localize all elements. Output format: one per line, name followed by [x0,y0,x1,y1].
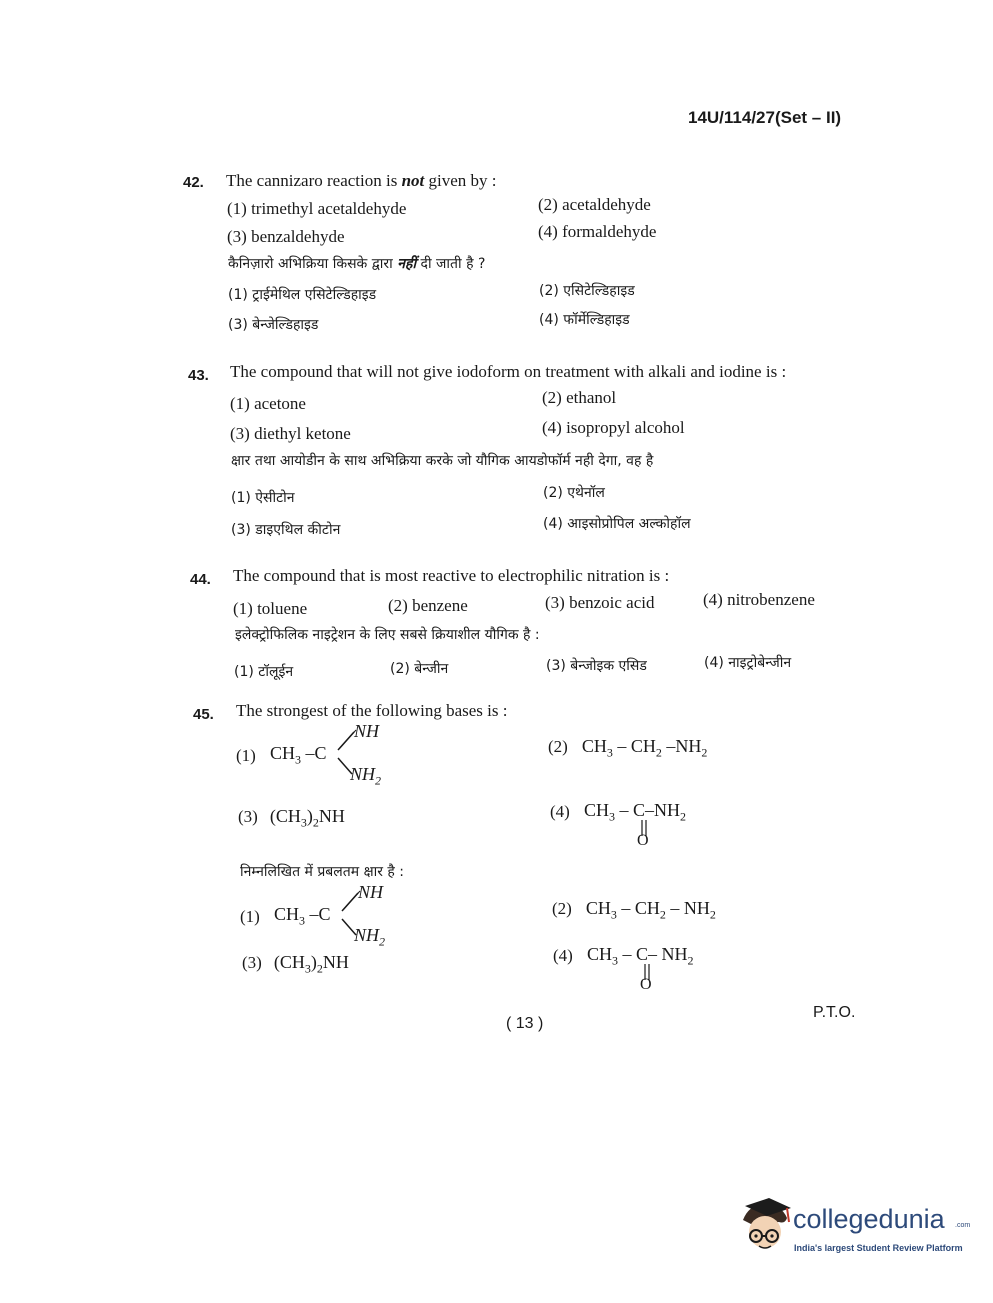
page-number: ( 13 ) [506,1015,544,1032]
chem-text: CH [275,806,301,826]
logo-suffix: .com [955,1222,971,1229]
option-label: (2) [552,899,572,918]
chem-subscript: 3 [295,752,302,767]
chem-text: C [633,800,646,820]
option-3: (3) diethyl ketone [230,424,351,443]
question-text-part: कैनिज़ारो अभिक्रिया किसके द्वारा [228,256,398,272]
option-hi-4: (4) आइसोप्रोपिल अल्कोहॉल [543,516,691,532]
chem-text: CH [630,736,656,756]
mascot-icon [735,1196,793,1258]
question-number: 44. [190,571,211,588]
emphasis-not-hi: नहीं [397,256,417,272]
chem-nh2 [350,764,381,789]
chem-text: CH [634,898,660,918]
question-number: 45. [193,706,214,723]
chem-text: NH [675,736,702,756]
option-2: (2) benzene [388,596,468,615]
option-1: (1) toluene [233,599,308,618]
option-hi-4: (4) नाइट्रोबेन्जीन [704,655,792,671]
chem-text: C [314,743,327,763]
chem-text: CH [584,800,610,820]
option-1: (1) trimethyl acetaldehyde [227,199,407,218]
chem-subscript: 2 [312,815,319,830]
structure-ethylamine [548,736,707,761]
option-4: (4) nitrobenzene [703,590,815,609]
question-text-part: The cannizaro reaction is [226,171,402,190]
pto-label: P.T.O. [813,1004,856,1021]
chem-subscript: 2 [709,907,716,922]
paper-code: 14U/114/27(Set – II) [688,108,842,127]
question-text-hi: क्षार तथा आयोडीन के साथ अभिक्रिया करके जो यौगिक आयडोफॉर्म नही देगा, वह है [231,453,654,469]
chem-ch3-c [270,743,327,768]
option-hi-1: (1) ऐसीटोन [231,490,295,506]
option-hi-2: (2) एसिटेल्डिहाइड [539,283,635,299]
structure-dimethylamine [238,806,345,831]
chem-formula [587,944,694,969]
chem-formula [273,952,349,976]
chem-text: NH [322,952,349,972]
structure-dimethylamine-hi [242,952,349,977]
chem-formula [585,898,716,922]
chem-text: – [309,904,319,924]
question-text-hi [228,254,485,273]
option-hi-3: (3) डाइएथिल कीटोन [231,522,341,538]
option-hi-3: (3) बेन्जेल्डिहाइड [228,317,319,333]
option-label: (1) [240,907,260,926]
collegedunia-logo [735,1196,971,1260]
chem-text: – [622,944,632,964]
question-text-en: The compound that is most reactive to electrophilic nitration is : [233,566,670,585]
question-text-part: दी जाती है ? [416,256,486,272]
option-hi-4: (4) फॉर्मेल्डिहाइड [539,312,630,328]
chem-text: CH [279,952,305,972]
option-3: (3) benzoic acid [545,593,655,612]
chem-subscript: 2 [680,809,687,824]
chem-subscript: 2 [701,745,708,760]
option-4: (4) isopropyl alcohol [542,418,685,437]
chem-subscript: 3 [610,907,617,922]
chem-text: – [621,898,631,918]
structure-acetamide [550,800,730,852]
option-label: (3) [238,807,258,826]
chem-ch3-c [274,904,331,929]
chem-text: CH [581,736,607,756]
question-text-part: given by : [424,171,497,190]
chem-text: NH [318,806,345,826]
structure-acetamide-hi [553,944,733,996]
question-text-en: The compound that will not give iodoform on treatment with alkali and iodine is : [230,362,787,381]
option-hi-1: (1) ट्राईमेथिल एसिटेल्डिहाइड [228,287,377,303]
chem-text: – [617,736,627,756]
option-hi-3: (3) बेन्जोइक एसिड [546,658,647,674]
option-label: (2) [548,737,568,756]
question-text-en: The strongest of the following bases is : [236,701,508,720]
chem-text: NH [661,944,688,964]
chem-formula [269,806,345,830]
chem-nh: NH [354,721,380,741]
chem-subscript: 2 [316,961,323,976]
chem-text: CH [587,944,613,964]
chem-formula [584,800,686,825]
chem-text: C [636,944,649,964]
chem-text: – [666,736,676,756]
question-number: 42. [183,174,204,191]
chem-text: – [305,743,315,763]
option-label: (4) [553,946,573,965]
option-3: (3) benzaldehyde [227,227,345,246]
chem-formula [581,736,708,760]
option-2: (2) acetaldehyde [538,195,651,214]
chem-text: CH [270,743,296,763]
chem-subscript: 3 [609,809,616,824]
option-4: (4) formaldehyde [538,222,657,241]
structure-acetamidine-hi [240,882,420,955]
option-1: (1) acetone [230,394,306,413]
chem-text: ) [310,952,317,972]
chem-subscript: 2 [375,773,382,788]
option-2: (2) ethanol [542,388,617,407]
option-hi-2: (2) बेन्जीन [390,661,449,677]
option-label: (3) [242,953,262,972]
chem-text: ( [269,806,276,826]
chem-text: NH [354,925,380,945]
chem-nh: NH [358,882,384,902]
option-label: (4) [550,802,570,821]
question-text-en [226,171,497,191]
option-hi-2: (2) एथेनॉल [543,485,605,501]
chem-text: – [645,800,655,820]
emphasis-not: not [401,171,425,190]
structure-acetamidine [236,721,416,794]
chem-text: NH [654,800,681,820]
chem-text: ) [306,806,313,826]
chem-subscript: 2 [379,934,386,949]
logo-tagline: India's largest Student Review Platform [794,1243,963,1253]
chem-text: CH [585,898,611,918]
option-hi-1: (1) टॉलूईन [234,664,294,680]
question-number: 43. [188,367,209,384]
chem-subscript: 3 [612,953,619,968]
chem-subscript: 2 [687,953,694,968]
logo-wordmark: collegedunia [793,1204,945,1234]
chem-subscript: 2 [655,745,662,760]
chem-subscript: 3 [299,913,306,928]
chem-subscript: 3 [606,745,613,760]
chem-subscript: 3 [300,815,307,830]
chem-oxygen: O [637,832,649,849]
chem-text: NH [683,898,710,918]
chem-text: – [670,898,680,918]
chem-text: – [619,800,629,820]
chem-text: NH [350,764,376,784]
chem-text: CH [274,904,300,924]
question-text-hi: निम्नलिखित में प्रबलतम क्षार है : [240,864,405,880]
chem-text: C [318,904,331,924]
chem-subscript: 2 [659,907,666,922]
chem-subscript: 3 [304,961,311,976]
chem-text: ( [273,952,280,972]
chem-oxygen: O [640,976,652,993]
structure-ethylamine-hi [552,898,716,923]
question-text-hi: इलेक्ट्रोफिलिक नाइट्रेशन के लिए सबसे क्रियाशील यौगिक है : [235,627,540,643]
chem-text: – [648,944,658,964]
chem-nh2 [354,925,385,950]
option-label: (1) [236,746,256,765]
